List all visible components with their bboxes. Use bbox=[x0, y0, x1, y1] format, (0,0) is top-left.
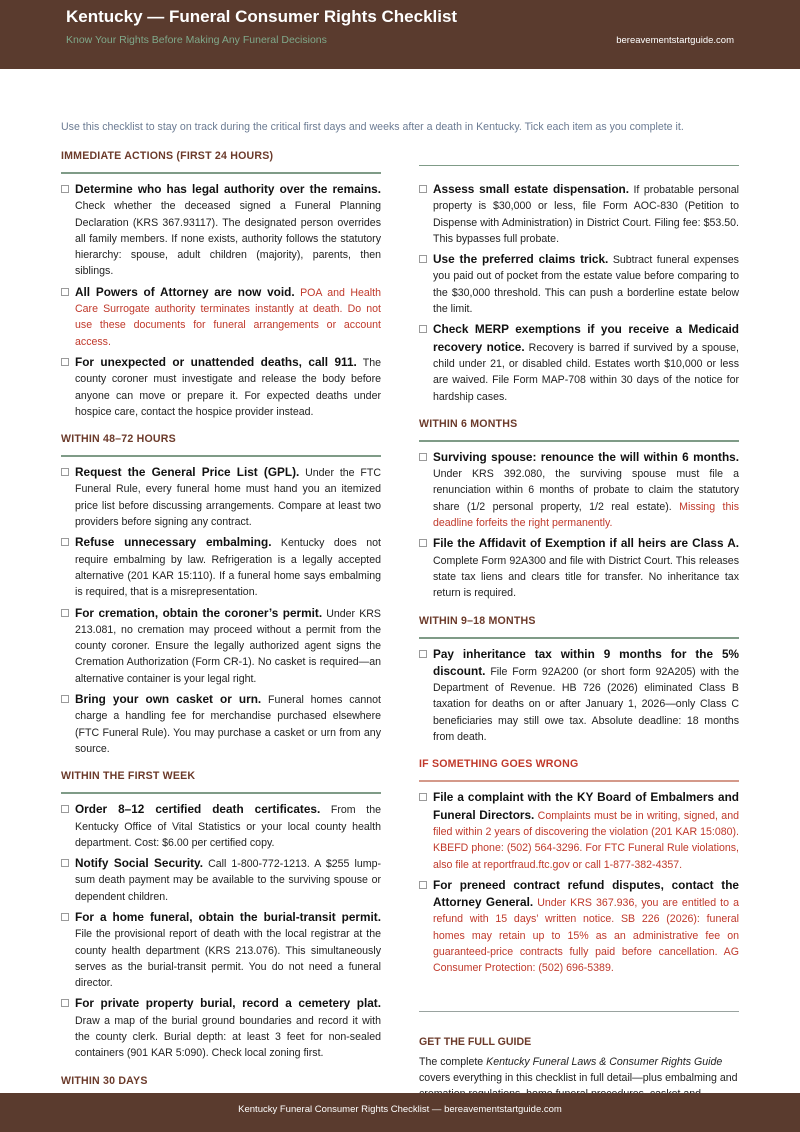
checkbox[interactable] bbox=[61, 609, 69, 617]
item-title: Bring your own casket or urn. bbox=[75, 692, 262, 707]
checkbox[interactable] bbox=[61, 859, 69, 867]
item-text: Complete Form 92A300 and file with District Court. This releases state tax liens and clears title for transfer. No inheritance tax return is required. bbox=[433, 554, 739, 600]
checklist-item[interactable] bbox=[419, 877, 739, 977]
item-title: Check MERP exemptions if you receive a Medicaid recovery notice. bbox=[433, 322, 739, 354]
section-heading: WITHIN 48–72 HOURS bbox=[61, 433, 381, 457]
checklist-section bbox=[419, 418, 739, 602]
section-heading: IMMEDIATE ACTIONS (FIRST 24 HOURS) bbox=[61, 150, 381, 174]
checklist-section bbox=[61, 433, 381, 757]
checklist-item[interactable] bbox=[419, 449, 739, 531]
checklist-section bbox=[419, 615, 739, 746]
checkbox[interactable] bbox=[419, 793, 427, 801]
checkbox[interactable] bbox=[61, 805, 69, 813]
item-text: Under the FTC Funeral Rule, every funeral home must hand you an itemized price list before discussing arrangements. Compare at least two providers before signing any contract. bbox=[75, 467, 381, 529]
item-title: Order 8–12 certified death certificates. bbox=[75, 802, 321, 817]
checkbox[interactable] bbox=[419, 650, 427, 658]
guide-text-rest: covers everything in this checklist in full detail—plus embalming and bbox=[419, 1071, 738, 1084]
divider bbox=[419, 165, 739, 166]
checkbox[interactable] bbox=[61, 999, 69, 1007]
checkbox[interactable] bbox=[419, 539, 427, 547]
item-title: File the Affidavit of Exemption if all heirs are Class A. bbox=[433, 536, 739, 551]
item-text: Funeral homes cannot charge a handling fee for merchandise purchased elsewhere (FTC Funeral Rule). You may purchase a casket or urn from any source. bbox=[75, 694, 381, 755]
item-title: For unexpected or unattended deaths, call 911. bbox=[75, 354, 357, 369]
left-column bbox=[61, 150, 381, 1112]
item-title: For private property burial, record a cemetery plat. bbox=[75, 996, 381, 1011]
section-items bbox=[419, 782, 739, 976]
item-text: Recovery is barred if survived by a spouse, child under 21, or disabled child. Estates worth $10,000 or less are waived. File Form MAP-708 within 30 days of the notice for hardship cases. bbox=[433, 341, 739, 403]
checklist-item[interactable] bbox=[419, 181, 739, 247]
checklist-item[interactable] bbox=[419, 321, 739, 404]
item-text: Under KRS 213.081, no cremation may proceed without a permit from the county coroner. Ensure the legally authorized agent signs the Cremation Authorization (Form CR-1). No casket is required—an alternative container is your legal right. bbox=[75, 607, 381, 685]
checkbox[interactable] bbox=[419, 325, 427, 333]
section-heading: WITHIN THE FIRST WEEK bbox=[61, 770, 381, 794]
section-items bbox=[419, 442, 739, 602]
item-title: Request the General Price List (GPL). bbox=[75, 465, 300, 480]
item-title: Assess small estate dispensation. bbox=[433, 182, 630, 196]
page-footer bbox=[0, 1093, 800, 1132]
checklist-section bbox=[419, 174, 739, 405]
item-title: For preneed contract refund disputes, contact the Attorney General. bbox=[433, 877, 739, 910]
item-title: Pay inheritance tax within 9 months for the 5% discount. bbox=[433, 646, 739, 678]
item-text: From the Kentucky Office of Vital Statistics or your local county health department. Cost: $6.00 per certified copy. bbox=[75, 804, 381, 849]
checkbox[interactable] bbox=[61, 185, 69, 193]
item-title: All Powers of Attorney are now void. bbox=[75, 284, 295, 299]
site-url[interactable]: bereavementstartguide.com bbox=[616, 35, 734, 46]
item-warning: Complaints must be in writing, signed, and filed within 2 years of discovering the violation (201 KAR 15:080). KBEFD phone: (502) 564-3296. For FTC Funeral Rule violations, also file at reportfraud.ftc.gov or call 1-877-382-4357. bbox=[433, 809, 739, 871]
section-items bbox=[419, 174, 739, 405]
checklist-section bbox=[61, 770, 381, 1061]
section-heading: WITHIN 30 DAYS bbox=[61, 1075, 381, 1099]
item-text: Check whether the deceased signed a Funeral Planning Declaration (KRS 367.93117). The designated person overrides all family members. If none exists, authority follows the statutory hierarchy: spouse, adult children (majority), parents, then siblings. bbox=[75, 200, 381, 278]
checklist-item[interactable] bbox=[61, 284, 381, 350]
item-text: Call 1-800-772-1213. A $255 lump-sum death payment may be available to the surviving spouse or dependent children. bbox=[75, 858, 381, 903]
checklist-item[interactable] bbox=[61, 855, 381, 905]
section-items bbox=[61, 457, 381, 757]
item-text: The county coroner must investigate and release the body before anyone can move or prepare it. For expected deaths under hospice care, contact the hospice provider instead. bbox=[75, 356, 381, 418]
checkbox[interactable] bbox=[419, 185, 427, 193]
guide-text-intro: The complete bbox=[419, 1055, 487, 1068]
checklist-item[interactable] bbox=[419, 646, 739, 746]
item-text: Draw a map of the burial ground boundaries and record it with the county clerk. Burial depth: at least 3 feet for non-sealed containers (901 KAR 5:090). Check local zoning first. bbox=[75, 1014, 381, 1060]
checklist-item[interactable] bbox=[419, 535, 739, 601]
item-warning: Missing this deadline forfeits the right permanently. bbox=[433, 500, 739, 530]
checklist-item[interactable] bbox=[61, 909, 381, 991]
item-text: If probatable personal property is $30,000 or less, file Form AOC-830 (Petition to Dispense with Administration) in District Court. Filing fee: $53.50. This bypasses full probate. bbox=[433, 184, 739, 245]
page-tagline: Know Your Rights Before Making Any Funeral Decisions bbox=[66, 34, 327, 46]
item-title: Refuse unnecessary embalming. bbox=[75, 535, 272, 550]
checklist-item[interactable] bbox=[61, 354, 381, 420]
intro-text: Use this checklist to stay on track during the critical first days and weeks after a death in Kentucky. Tick each item as you complete it. bbox=[61, 121, 684, 133]
checkbox[interactable] bbox=[61, 468, 69, 476]
item-title: File a complaint with the KY Board of Embalmers and Funeral Directors. bbox=[433, 790, 739, 822]
checklist-section bbox=[419, 758, 739, 976]
item-text: File Form 92A200 (or short form 92A205) with the Department of Revenue. HB 726 (2026) eliminated Class B taxation for deaths on or after January 1, 2026—only Class C beneficiaries may still owe tax. Absolute deadline: 18 months from death. bbox=[433, 665, 739, 744]
checklist-item[interactable] bbox=[61, 691, 381, 757]
checklist-item[interactable] bbox=[61, 464, 381, 530]
footer-text: Kentucky Funeral Consumer Rights Checklist — bereavementstartguide.com bbox=[238, 1104, 562, 1115]
divider bbox=[419, 1011, 739, 1012]
checkbox[interactable] bbox=[419, 881, 427, 889]
guide-heading: GET THE FULL GUIDE bbox=[419, 1035, 532, 1048]
checklist-item[interactable] bbox=[61, 181, 381, 280]
checklist-item[interactable] bbox=[419, 789, 739, 872]
checkbox[interactable] bbox=[61, 695, 69, 703]
item-warning: POA and Health Care Surrogate authority terminates instantly at death. Do not use these documents for funeral arrangements or account access. bbox=[75, 286, 381, 348]
checklist-item[interactable] bbox=[61, 995, 381, 1061]
checkbox[interactable] bbox=[419, 453, 427, 461]
checkbox[interactable] bbox=[61, 913, 69, 921]
checkbox[interactable] bbox=[61, 538, 69, 546]
checkbox[interactable] bbox=[61, 358, 69, 366]
section-items bbox=[61, 174, 381, 420]
item-title: Surviving spouse: renounce the will within 6 months. bbox=[433, 449, 739, 464]
item-warning: Under KRS 367.936, you are entitled to a refund with 15 days’ written notice. SB 226 (2026): funeral homes may retain up to 15% as an administrative fee on guaranteed-price contracts fully paid before cancellation. AG Consumer Protection: (502) 696-5389. bbox=[433, 897, 739, 975]
item-text: Under KRS 392.080, the surviving spouse must file a renunciation within 6 months of probate to claim the statutory share (1/2 personal property, 1/2 real estate). bbox=[433, 468, 739, 513]
checklist-item[interactable] bbox=[61, 605, 381, 687]
right-column bbox=[419, 150, 739, 1102]
item-title: Use the preferred claims trick. bbox=[433, 252, 609, 267]
section-heading: WITHIN 9–18 MONTHS bbox=[419, 615, 739, 639]
item-title: For cremation, obtain the coroner’s permit. bbox=[75, 605, 323, 620]
checklist-item[interactable] bbox=[419, 251, 739, 317]
item-text: Kentucky does not require embalming by law. Refrigeration is a legally accepted alternative (201 KAR 15:110). If a funeral home says embalming is required, that is a misrepresentation. bbox=[75, 537, 381, 599]
checklist-section bbox=[61, 150, 381, 420]
item-title: Determine who has legal authority over the remains. bbox=[75, 182, 381, 196]
page-title: Kentucky — Funeral Consumer Rights Checklist bbox=[66, 7, 458, 26]
item-title: For a home funeral, obtain the burial-transit permit. bbox=[75, 909, 381, 924]
checklist-item[interactable] bbox=[61, 534, 381, 600]
checklist-item[interactable] bbox=[61, 801, 381, 851]
section-heading: IF SOMETHING GOES WRONG bbox=[419, 758, 739, 782]
section-items bbox=[61, 794, 381, 1061]
guide-title: Kentucky Funeral Laws & Consumer Rights Guide bbox=[486, 1055, 723, 1068]
section-heading: WITHIN 6 MONTHS bbox=[419, 418, 739, 442]
checkbox[interactable] bbox=[419, 255, 427, 263]
item-title: Notify Social Security. bbox=[75, 856, 203, 871]
item-text: File the provisional report of death with the local registrar at the county health department (KRS 213.076). This simultaneously serves as the burial-transit permit. You do not need a funeral director. bbox=[75, 928, 381, 990]
section-items bbox=[419, 639, 739, 746]
checkbox[interactable] bbox=[61, 288, 69, 296]
item-text: Subtract funeral expenses you paid out of pocket from the estate value before comparing to the $30,000 threshold. This can push a borderline estate below the limit. bbox=[433, 254, 739, 316]
page-header bbox=[0, 0, 800, 69]
